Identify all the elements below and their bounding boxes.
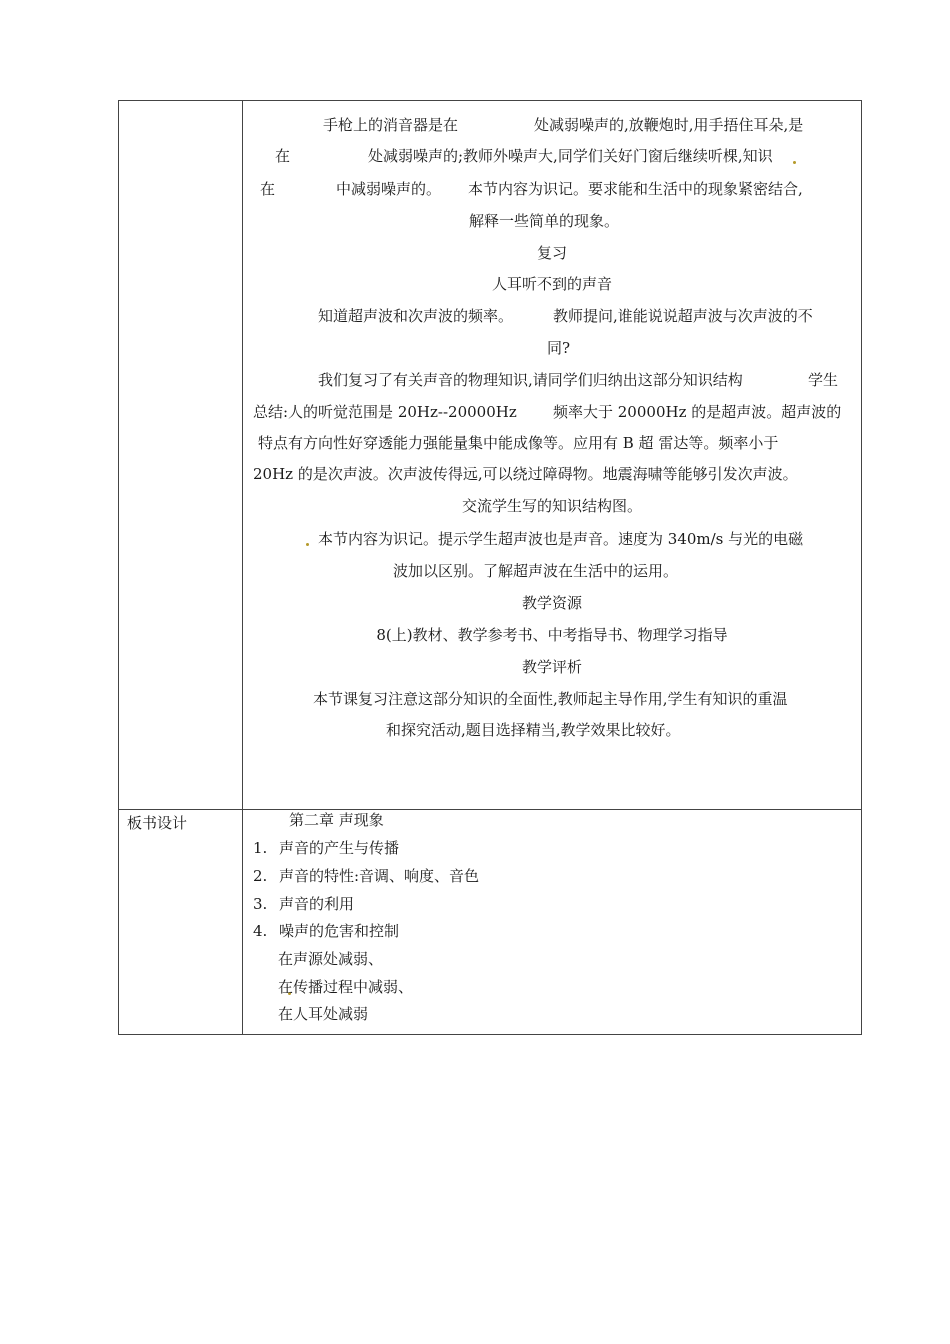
text-line-2a: 在 [275, 147, 291, 165]
text-line-8: 同? [547, 339, 571, 357]
board-design-label-cell [119, 810, 243, 1035]
list-item-text: 声音的特性:音调、响度、音色 [279, 867, 480, 885]
stray-dot-mark [306, 543, 309, 546]
text-line-7a: 知道超声波和次声波的频率。 [318, 307, 514, 325]
list-item-number: 1. [253, 839, 268, 857]
sub-list-item: 在传播过程中减弱、 [278, 978, 414, 996]
text-line-15: 波加以区别。了解超声波在生活中的运用。 [393, 562, 679, 580]
text-line-3a: 在 [260, 180, 276, 198]
text-line-7b: 教师提问,谁能说说超声波与次声波的不 [553, 307, 813, 325]
text-line-10b: 频率大于 20000Hz 的是超声波。超声波的 [553, 403, 842, 421]
empty-label-cell [119, 101, 243, 810]
heading-teaching-resources: 教学资源 [521, 594, 582, 612]
text-line-11: 特点有方向性好穿透能力强能量集中能成像等。应用有 B 超 雷达等。频率小于 [258, 434, 779, 452]
text-line-17: 8(上)教材、教学参考书、中考指导书、物理学习指导 [376, 626, 728, 644]
text-line-4: 解释一些简单的现象。 [469, 212, 620, 230]
heading-teaching-evaluation: 教学评析 [521, 658, 582, 676]
list-item-text: 声音的利用 [279, 895, 355, 913]
text-line-14: 本节内容为识记。提示学生超声波也是声音。速度为 340m/s 与光的电磁 [318, 530, 804, 548]
stray-dot-mark [793, 161, 796, 164]
sub-list-item: 在声源处减弱、 [278, 950, 384, 968]
text-line-20: 和探究活动,题目选择精当,教学效果比较好。 [386, 721, 681, 739]
text-line-19: 本节课复习注意这部分知识的全面性,教师起主导作用,学生有知识的重温 [313, 690, 788, 708]
list-item-number: 4. [253, 922, 268, 940]
list-item-text: 声音的产生与传播 [279, 839, 400, 857]
text-line-9b: 学生 [808, 371, 839, 389]
list-item [253, 839, 399, 857]
board-design-label: 板书设计 [127, 814, 188, 832]
list-item [253, 867, 479, 885]
list-item-number: 2. [253, 867, 268, 885]
text-line-1a: 手枪上的消音器是在 [323, 116, 459, 134]
list-item-number: 3. [253, 895, 268, 913]
text-line-2b: 处减弱噪声的;教师外噪声大,同学们关好门窗后继续听棵,知识 [368, 147, 773, 165]
list-item [253, 895, 354, 913]
text-line-13: 交流学生写的知识结构图。 [461, 497, 642, 515]
text-line-12: 20Hz 的是次声波。次声波传得远,可以绕过障碍物。地震海啸等能够引发次声波。 [253, 465, 798, 483]
heading-inaudible-sound: 人耳听不到的声音 [491, 275, 612, 293]
sub-list-item: 在人耳处减弱 [278, 1005, 369, 1023]
heading-review: 复习 [536, 244, 567, 262]
list-item [253, 922, 399, 940]
table-row [119, 810, 862, 1035]
text-line-9a: 我们复习了有关声音的物理知识,请同学们归纳出这部分知识结构 [318, 371, 743, 389]
text-line-10a: 总结:人的听觉范围是 20Hz--20000Hz [253, 403, 517, 421]
table-row [119, 101, 862, 810]
board-title: 第二章 声现象 [289, 811, 384, 829]
lesson-plan-table [118, 100, 862, 1035]
text-line-3c: 本节内容为识记。要求能和生活中的现象紧密结合, [468, 180, 803, 198]
text-line-1b: 处减弱噪声的,放鞭炮时,用手捂住耳朵,是 [534, 116, 804, 134]
board-design-content-cell [243, 810, 862, 1035]
list-item-text: 噪声的危害和控制 [279, 922, 400, 940]
text-line-3b: 中减弱噪声的。 [336, 180, 442, 198]
lesson-content-cell [243, 101, 862, 810]
